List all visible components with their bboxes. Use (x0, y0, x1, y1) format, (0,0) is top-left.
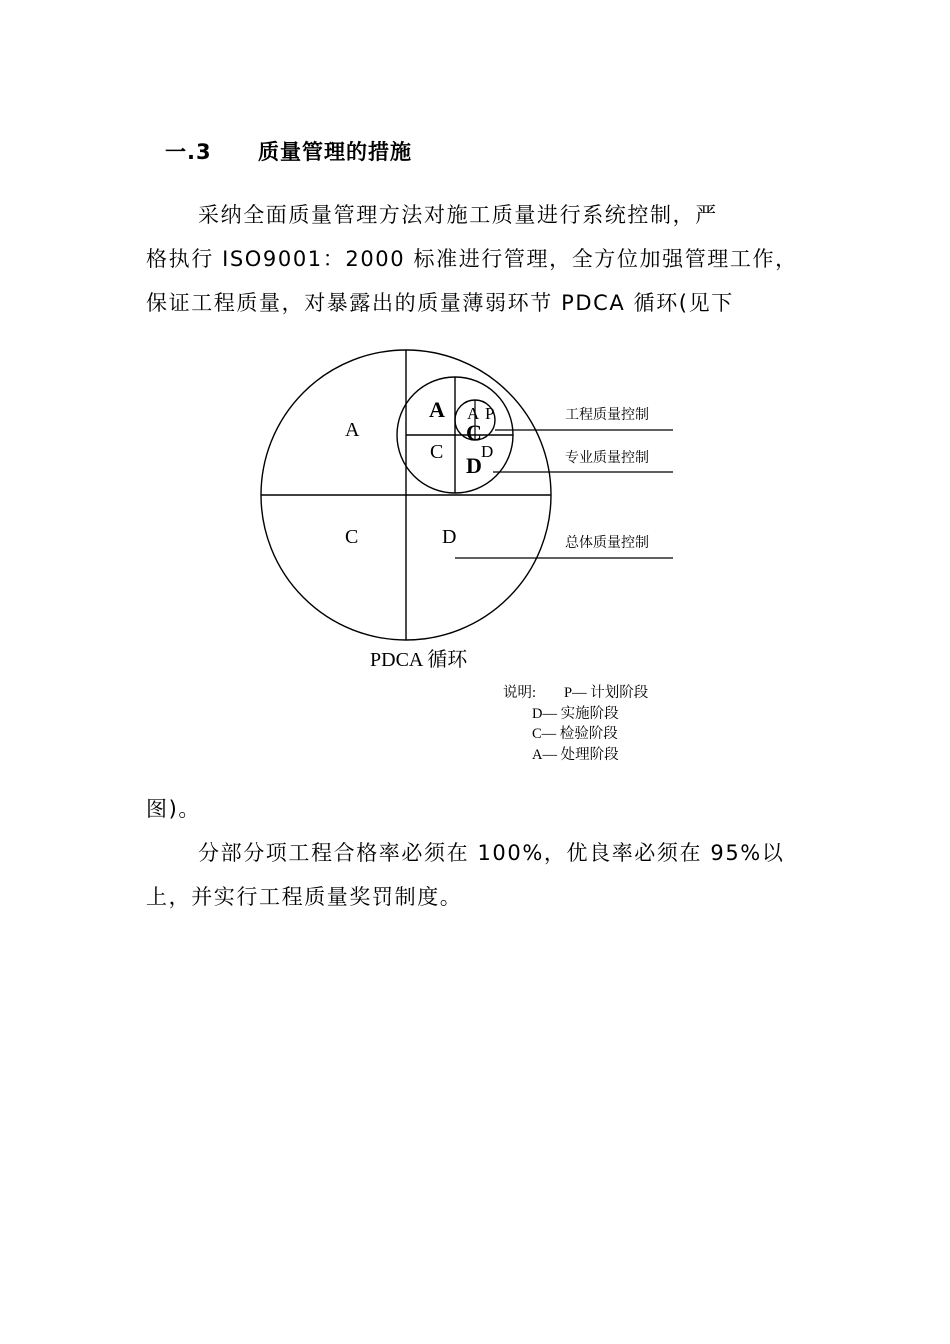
big-quadrant-d-label: D (442, 526, 457, 548)
mid-quadrant-d-label: D (466, 453, 482, 478)
legend-item-a: A— 处理阶段 (532, 747, 619, 763)
paragraph-line: 采纳全面质量管理方法对施工质量进行系统控制，严 (198, 203, 718, 227)
paragraph-line: 格执行 ISO9001：2000 标准进行管理，全方位加强管理工作， (146, 247, 798, 271)
paragraph-line: 保证工程质量，对暴露出的质量薄弱环节 PDCA 循环(见下 (146, 291, 734, 315)
small-quadrant-d-label: D (481, 442, 494, 461)
pdca-diagram (255, 350, 685, 770)
annotation-project-quality-control: 工程质量控制 (565, 407, 649, 423)
section-title: 质量管理的措施 (258, 140, 412, 164)
diagram-caption: PDCA 循环 (370, 649, 468, 671)
paragraph-pass-rate (146, 831, 784, 919)
paragraph-line: 分部分项工程合格率必须在 100%，优良率必须在 95%以 (198, 841, 785, 865)
annotation-specialty-quality-control: 专业质量控制 (565, 450, 649, 466)
paragraph-qa-method (146, 193, 798, 325)
small-quadrant-p-label: P (485, 404, 495, 423)
section-number: 一.3 (165, 140, 212, 164)
legend-item-d: D— 实施阶段 (532, 706, 619, 722)
paragraph-line: 上，并实行工程质量奖罚制度。 (146, 885, 463, 909)
big-quadrant-a-label: A (345, 419, 360, 441)
legend-title: 说明: (503, 685, 537, 701)
small-quadrant-c-label: C (466, 420, 482, 445)
small-quadrant-a-label: A (467, 404, 480, 423)
mid-quadrant-a-label: A (429, 397, 445, 422)
mid-quadrant-c-label: C (430, 441, 444, 463)
section-heading (165, 136, 412, 166)
legend-item-c: C— 检验阶段 (532, 726, 618, 742)
legend-item-p: P— 计划阶段 (564, 685, 649, 701)
paragraph-line: 图)。 (146, 797, 201, 821)
paragraph-figure-ref (146, 787, 201, 831)
big-quadrant-c-label: C (345, 526, 359, 548)
annotation-overall-quality-control: 总体质量控制 (565, 535, 649, 551)
